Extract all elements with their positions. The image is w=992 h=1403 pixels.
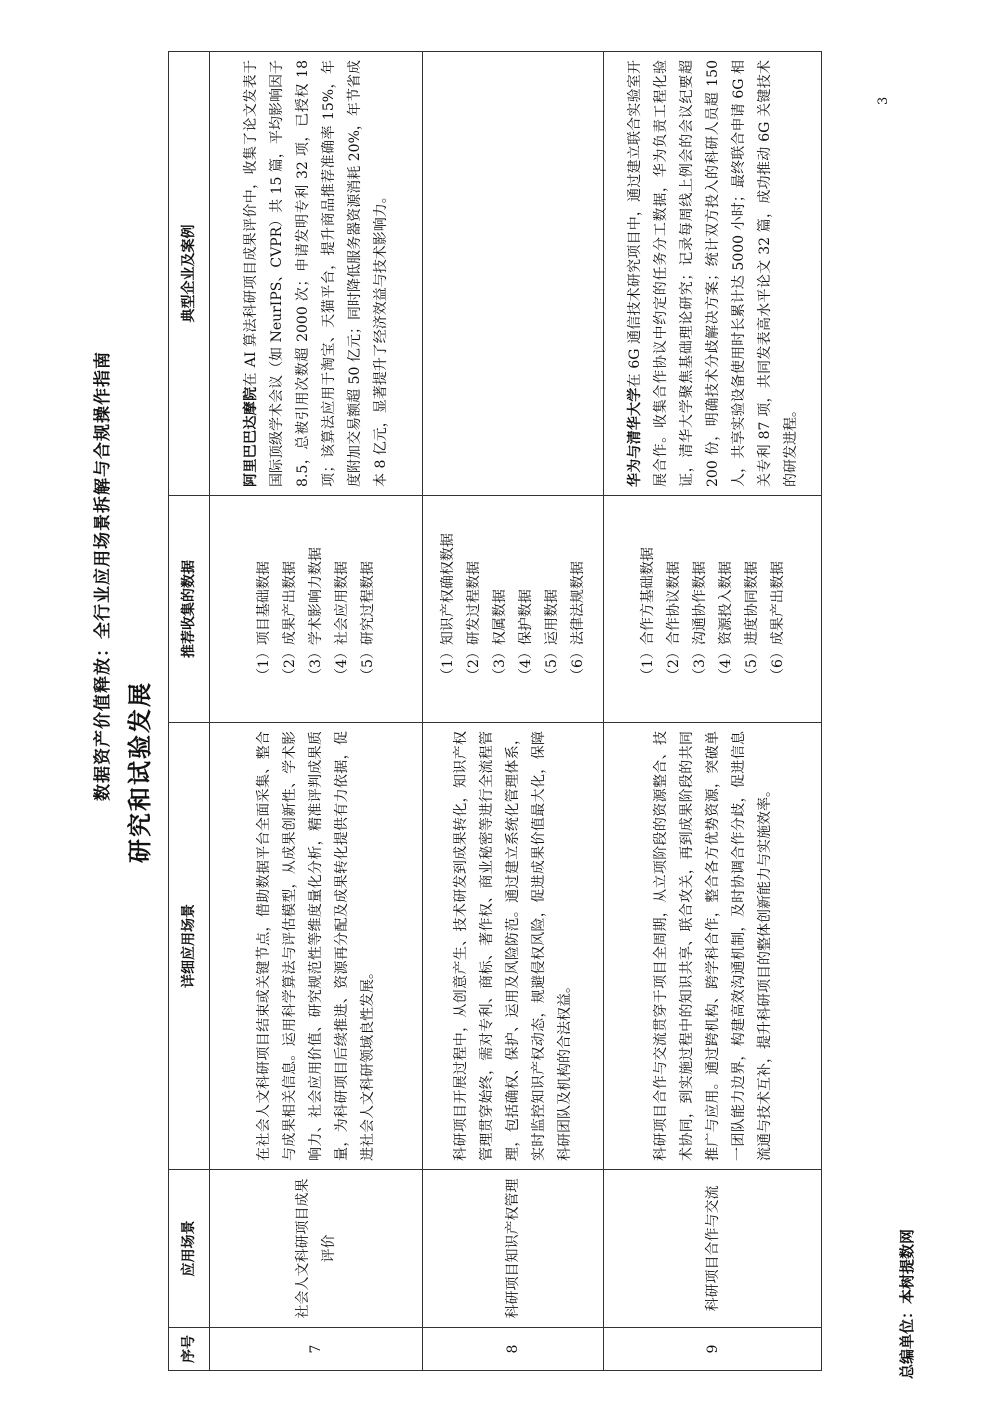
row-case [423, 52, 604, 496]
row-index: 8 [423, 1328, 604, 1371]
table-row [210, 52, 423, 1371]
col-header-case: 典型企业及案例 [169, 52, 210, 496]
list-item: （3）沟通协作数据 [691, 561, 708, 682]
col-header-scene: 应用场景 [169, 1170, 210, 1328]
list-item: （5）运用数据 [544, 589, 560, 682]
section-title: 研究和试验发展 [126, 681, 154, 863]
case-text: 在 AI 算法科研项目成果评价中，收集了论文发表于国际顶级学术会议（如 NeurIPS、CVPR）共 15 篇，平均影响因子 8.5，总被引用次数超 2000 次；申请发明专利 32 项，已授权 18 项；该算法应用于淘宝、天猫平台，提升商品推荐准确率 15%，年度附加交易额超 50 亿元；同时降低服务器资源消耗 20%，年节省成本 8 亿元，显著提升了经济效益与技术影响力。 [243, 59, 389, 487]
list-item: （6）成果产出数据 [769, 561, 786, 682]
list-item: （6）法律法规数据 [570, 561, 586, 682]
row-data-list [210, 496, 423, 723]
list-item: （3）权属数据 [492, 589, 508, 682]
list-item: （5）研究过程数据 [360, 561, 376, 682]
table-row [604, 52, 822, 1371]
list-item: （2）合作协议数据 [665, 561, 682, 682]
page-number: 3 [876, 96, 891, 105]
scenario-table [168, 51, 822, 1371]
row-scene: 科研项目知识产权管理 [423, 1170, 604, 1328]
table-row [423, 52, 604, 1371]
list-item: （4）社会应用数据 [334, 561, 350, 682]
list-item: （3）学术影响力数据 [308, 547, 324, 682]
row-detail: 科研项目开展过程中，从创意产生、技术研发到成果转化，知识产权管理贯穿始终，需对专利、商标、著作权、商业秘密等进行全流程管理，包括确权、保护、运用及风险防范。通过建立系统化管理体系，实时监控知识产权动态，规避侵权风险，促进成果价值最大化，保障科研团队及机构的合法权益。 [423, 723, 604, 1170]
list-item: （4）保护数据 [518, 589, 534, 682]
col-header-detail: 详细应用场景 [169, 723, 210, 1170]
row-case [604, 52, 822, 496]
list-item: （2）成果产出数据 [282, 561, 298, 682]
row-detail: 在社会人文科研项目结束或关键节点，借助数据平台全面采集、整合与成果相关信息。运用科学算法与评估模型，从成果创新性、学术影响力、社会应用价值、研究规范性等维度量化分析，精准评判成果质量，为科研项目后续推进、资源再分配及成果转化提供有力依据，促进社会人文科研领域良性发展。 [210, 723, 423, 1170]
row-case [210, 52, 423, 496]
col-header-index: 序号 [169, 1328, 210, 1371]
list-item: （5）进度协同数据 [743, 561, 760, 682]
row-scene: 社会人文科研项目成果评价 [210, 1170, 423, 1328]
row-detail: 科研项目合作与交流贯穿于项目全周期，从立项阶段的资源整合、技术协同，到实施过程中的知识共享、联合攻关，再到成果阶段的共同推广与应用。通过跨机构、跨学科合作，整合各方优势资源，突破单一团队能力边界，构建高效沟通机制，及时协调合作分歧，促进信息流通与技术互补，提升科研项目的整体创新能力与实施效率。 [604, 723, 822, 1170]
row-scene: 科研项目合作与交流 [604, 1170, 822, 1328]
row-index: 7 [210, 1328, 423, 1371]
list-item: （1）知识产权确权数据 [440, 533, 456, 682]
list-item: （1）项目基础数据 [256, 561, 272, 682]
list-item: （1）合作方基础数据 [639, 547, 656, 682]
row-index: 9 [604, 1328, 822, 1371]
case-firm: 华为与清华大学 [626, 387, 643, 487]
footer-label: 总编单位： [898, 1303, 916, 1379]
case-text: 在 6G 通信技术研究项目中，通过建立联合实验室开展合作。收集合作协议中约定的任务分工数据，华为负责工程化验证，清华大学聚焦基础理论研究；记录每周线上例会的会议纪要超 200 份，明确技术分歧解决方案；统计双方投入的科研人员超 150 人，共享实验设备使用时长累计达 5000 小时；最终联合申请 6G 相关专利 87 项，共同发表高水平论文 32 篇，成功推动 6G 关键技术的研发进程。 [626, 60, 799, 487]
list-item: （2）研发过程数据 [466, 561, 482, 682]
running-header: 数据资产价值释放：全行业应用场景拆解与合规操作指南 [93, 351, 113, 801]
table-header-row [169, 52, 210, 1371]
case-firm: 阿里巴巴达摩院 [243, 386, 259, 487]
footer-org: 本树提数网 [898, 1228, 916, 1304]
col-header-data: 推荐收集的数据 [169, 496, 210, 723]
footer-editor [896, 1229, 917, 1379]
row-data-list [604, 496, 822, 723]
row-data-list [423, 496, 604, 723]
list-item: （4）资源投入数据 [717, 561, 734, 682]
